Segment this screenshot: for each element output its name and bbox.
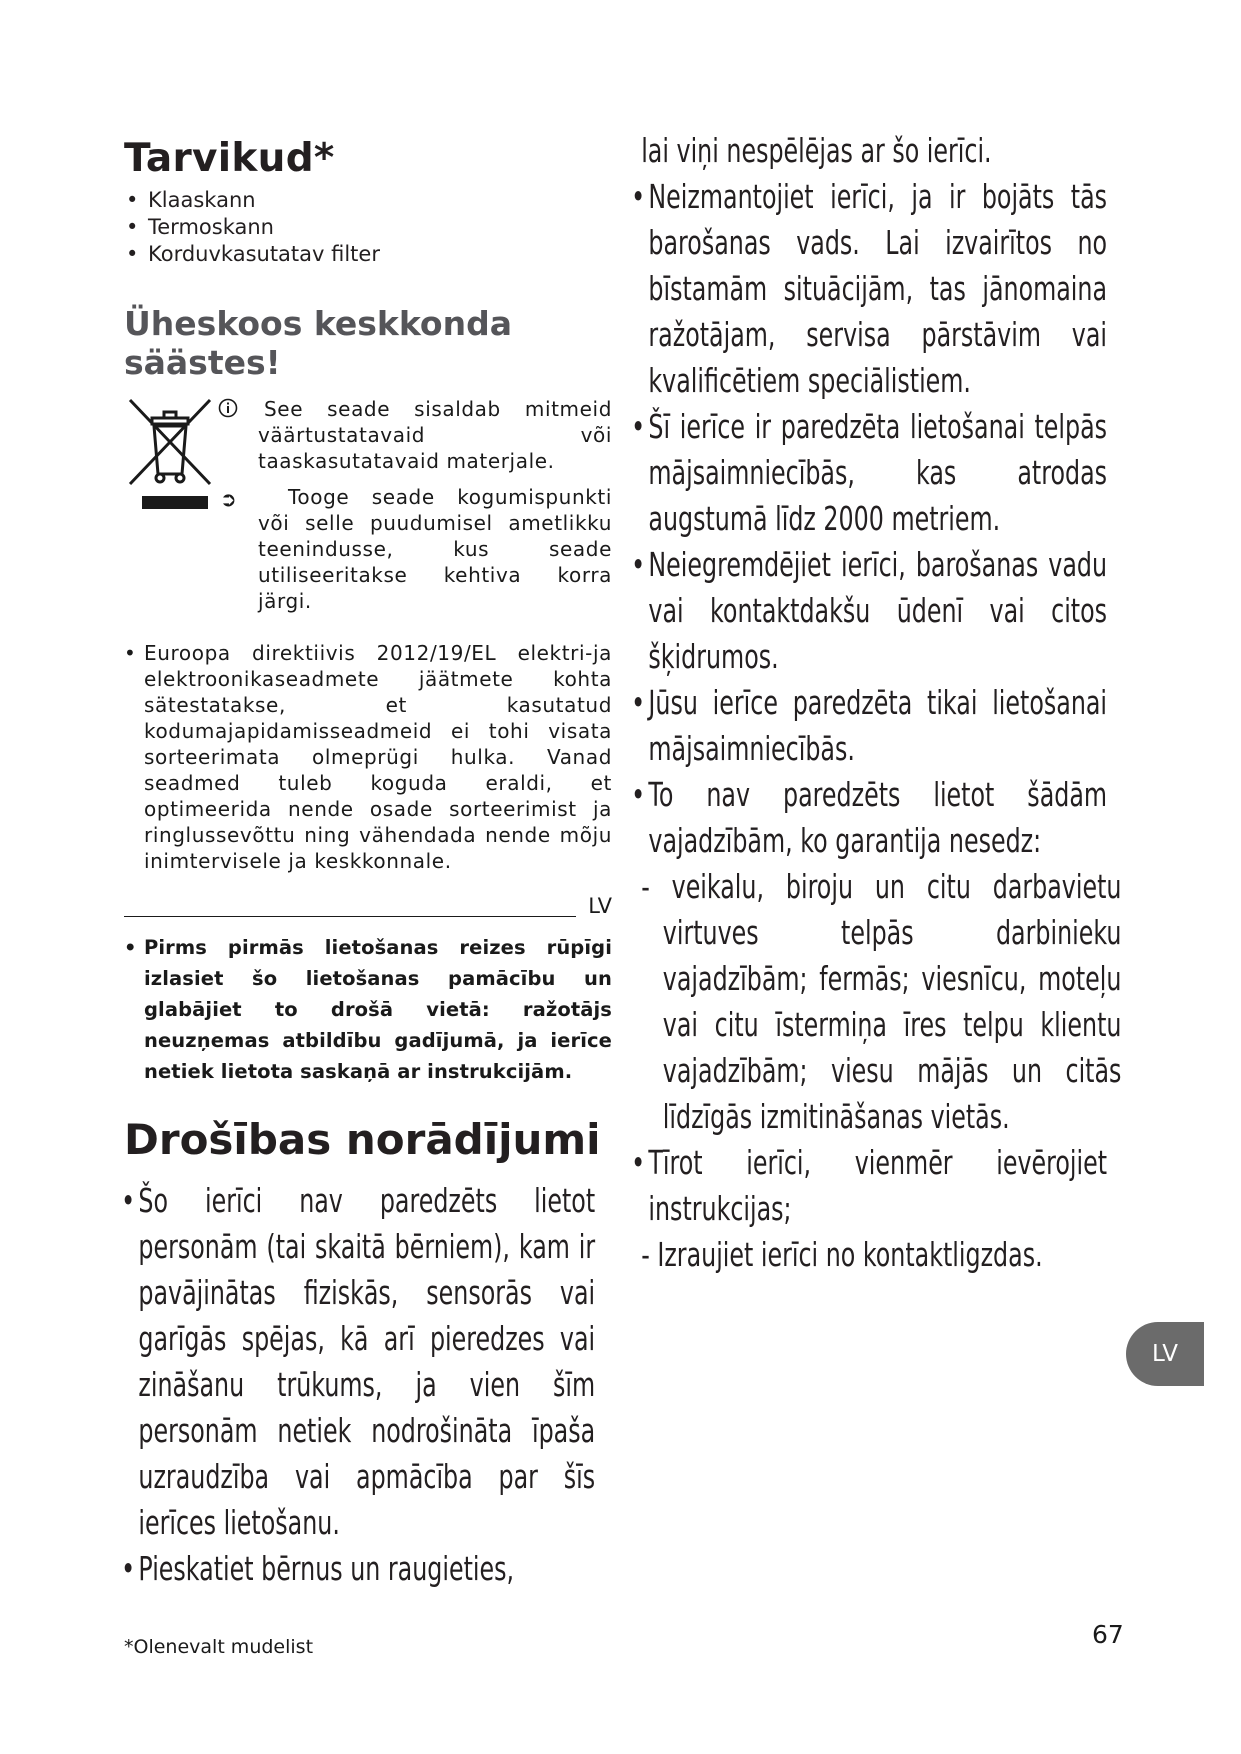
safety-item: • Tīrot ierīci, vienmēr ievērojiet instrukcijas;: [634, 1140, 1107, 1232]
safety-item: • To nav paredzēts lietot šādām vajadzībām, ko garantija nesedz:: [634, 772, 1107, 864]
safety-item: • Šī ierīce ir paredzēta lietošanai telpās mājsaimniecībās, kas atrodas augstumā līdz 2000 metriem.: [634, 404, 1107, 542]
safety-item: • Neiegremdējiet ierīci, barošanas vadu vai kontaktdakšu ūdenī vai citos šķidrumos.: [634, 542, 1107, 680]
info-icon: [218, 398, 238, 418]
safety-list-left: [124, 1178, 612, 1592]
info-text: See seade sisaldab mitmeid väärtustatavaid või taaskasutatavaid materjale.: [258, 397, 612, 473]
accessory-item: • Termoskann: [124, 214, 612, 241]
accessories-heading: Tarvikud*: [124, 136, 335, 181]
language-divider: [124, 894, 612, 922]
safety-item: • Šo ierīci nav paredzēts lietot personām (tai skaitā bērniem), kam ir pavājinātas fiziskās, sensorās vai garīgās spējas, kā arī pieredzes vai zināšanu trūkums, ja vien šīm personām netiek nodrošināta īpaša uzraudzība vai apmācība par šīs ierīces lietošanu.: [124, 1178, 595, 1546]
recycling-block: [124, 396, 612, 628]
safety-list-right: [634, 128, 1124, 1278]
environment-heading: Üheskoos keskkonda säästes!: [124, 304, 512, 382]
safety-sub-item: - veikalu, biroju un citu darbavietu virtuves telpās darbinieku vajadzībām; fermās; viesnīcu, moteļu vai citu īstermiņa īres telpu klientu vajadzībām; viesu mājās un citās līdzīgās izmitināšanas vietās.: [641, 867, 1122, 1136]
intro-warning: • Pirms pirmās lietošanas reizes rūpīgi izlasiet šo lietošanas pamācību un glabājiet to drošā vietā: ražotājs neuzņemas atbildību gadījumā, ja ierīce netiek lietota saskaņā ar instrukcijām.: [124, 932, 612, 1087]
safety-item: • Neizmantojiet ierīci, ja ir bojāts tās barošanas vads. Lai izvairītos no bīstamām situācijām, tas jānomaina ražotājam, servisa pārstāvim vai kvalificētiem speciālistiem.: [634, 174, 1107, 404]
bin-bar-mark: [142, 496, 208, 509]
language-code: LV: [588, 894, 612, 918]
divider-line: [124, 916, 576, 917]
arrow-right-icon: ➲: [220, 487, 237, 511]
right-column: [634, 128, 1124, 1278]
directive-paragraph: • Euroopa direktiivis 2012/19/EL elektri-ja elektroonikaseadmete jäätmete kohta sätestatakse, et kasutatud kodumajapidamisseadmeid ei tohi visata sorteerimata olmeprügi hulka. Vanad seadmed tuleb koguda eraldi, et optimeerida nende osade sorteerimist ja ringlussevõttu ning vähendada nende mõju inimtervisele ja keskkonnale.: [124, 640, 612, 874]
language-side-tab: LV: [1126, 1322, 1204, 1386]
safety-sub-item: - Izraujiet ierīci no kontaktligzdas.: [641, 1235, 1043, 1274]
footnote: *Olenevalt mudelist: [124, 1636, 314, 1658]
safety-item: • Pieskatiet bērnus un raugieties,: [124, 1546, 595, 1592]
left-column: [124, 136, 612, 1592]
safety-item: • Jūsu ierīce paredzēta tikai lietošanai mājsaimniecībās.: [634, 680, 1107, 772]
accessory-item: • Klaaskann: [124, 187, 612, 214]
crossed-bin-icon: [126, 396, 214, 500]
accessories-list: [124, 187, 612, 268]
collection-text: Tooge seade kogumispunkti või selle puudumisel ametlikku teenindusse, kus seade utiliseeritakse kehtiva korra järgi.: [258, 485, 612, 613]
accessory-item: • Korduvkasutatav filter: [124, 241, 612, 268]
safety-item-continuation: lai viņi nespēlējas ar šo ierīci.: [641, 131, 992, 170]
safety-heading: Drošības norādījumi: [124, 1115, 601, 1164]
page-number: 67: [1092, 1620, 1124, 1649]
